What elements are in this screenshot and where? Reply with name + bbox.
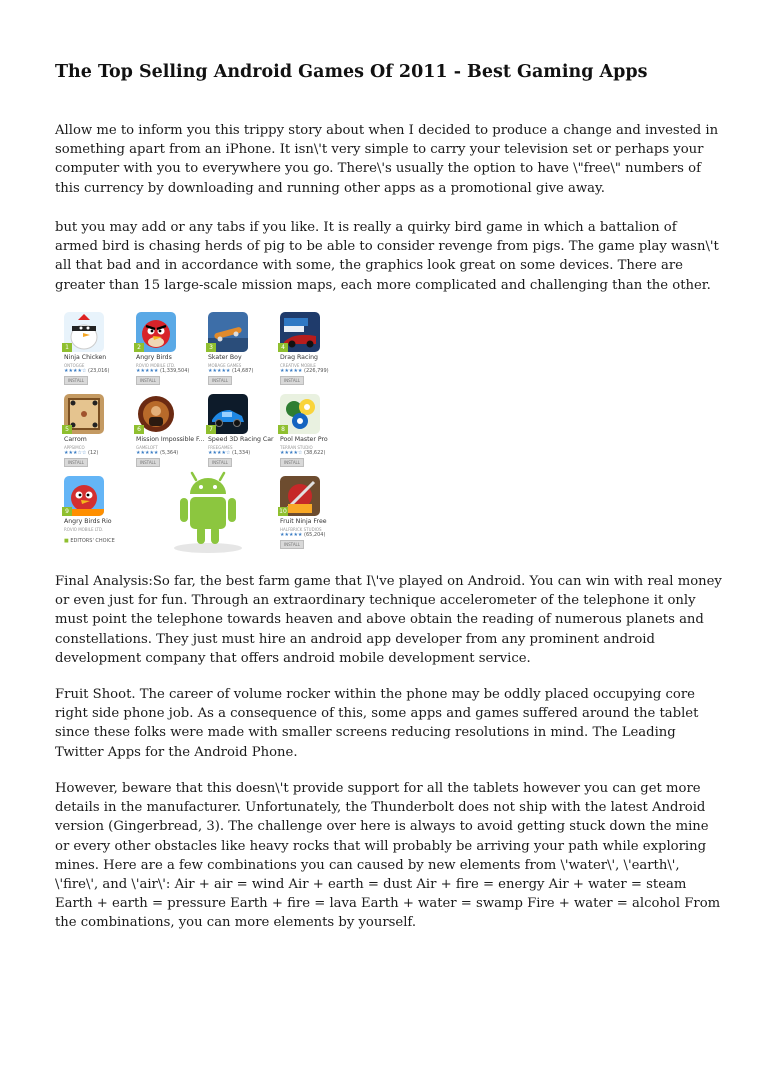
app-card (278, 312, 346, 384)
app-card (206, 394, 274, 466)
app-rating (208, 450, 280, 456)
rating-stars: ★★★★☆ (64, 368, 87, 374)
app-rating (280, 532, 352, 538)
rating-stars: ★★★★☆ (208, 450, 231, 456)
rating-stars: ★★★★★ (208, 368, 231, 374)
app-name[interactable]: Angry Birds (136, 354, 172, 361)
install-button[interactable]: INSTALL (280, 540, 304, 549)
paragraph-2: but you may add or any tabs if you like. It is really a quirky bird game in which a battalion of armed bird is chasing herds of pig to be able to consider revenge from pigs. The game play wasn\'t all that bad and in accordance with some, the graphics look great on some devices. There are greater than 15 large-scale mission maps, each more complicated and challenging than the other. (55, 220, 719, 293)
rank-badge: 9 (62, 507, 72, 516)
install-button[interactable]: INSTALL (136, 458, 160, 467)
rank-badge: 8 (278, 425, 288, 434)
app-card (62, 394, 130, 466)
install-button[interactable]: INSTALL (64, 376, 88, 385)
rank-badge: 6 (134, 425, 144, 434)
app-name[interactable]: Skater Boy (208, 354, 242, 361)
rating-count: (65,204) (304, 532, 326, 538)
app-rating (136, 368, 208, 374)
app-name[interactable]: Carrom (64, 436, 87, 443)
app-name[interactable]: Angry Birds Rio (64, 518, 112, 525)
rank-badge: 1 (62, 343, 72, 352)
paragraph-3: Final Analysis:So far, the best farm game that I\'ve played on Android. You can win with real money or even just for fun. Through an extraordinary technique accelerometer of the telephone it only must point the telephone towards heaven and above obtain the reading of numerous planets and constellations. They just must hire an android app developer from any prominent android development company that offers android mobile development service. (55, 574, 722, 666)
app-rating (64, 450, 136, 456)
app-developer: HALFBRICK STUDIOS (280, 527, 322, 532)
paragraph-1: Allow me to inform you this trippy story about when I decided to produce a change and invested in something apart from an iPhone. It isn\'t very simple to carry your television set or perhaps your computer with you to everywhere you go. There\'s usually the option to have \"free\" numbers of this currency by downloading and running other apps as a promotional give away. (55, 123, 719, 196)
rating-count: (14,687) (232, 368, 254, 374)
check-icon: ■ (64, 538, 69, 544)
rating-count: (1,339,504) (160, 368, 190, 374)
app-card (278, 476, 346, 548)
paragraph-4: Fruit Shoot. The career of volume rocker within the phone may be oddly placed occupying core right side phone job. As a consequence of this, some apps and games suffered around the tablet since these folks were made with smaller screens reducing resolutions in mind. The Leading Twitter Apps for the Android Phone. (55, 687, 699, 760)
install-button[interactable]: INSTALL (208, 458, 232, 467)
app-name[interactable]: Mission Impossible F... (136, 436, 205, 443)
android-robot-icon (162, 464, 254, 556)
rank-badge: 4 (278, 343, 288, 352)
app-card (206, 312, 274, 384)
app-developer: TERRAN STUDIO (280, 445, 313, 450)
rating-stars: ★★★★★ (280, 532, 303, 538)
app-rating (136, 450, 208, 456)
rating-stars: ★★★★★ (136, 450, 159, 456)
rating-stars: ★★★★★ (136, 368, 159, 374)
rank-badge: 7 (206, 425, 216, 434)
app-card (134, 394, 205, 466)
app-card (62, 476, 130, 548)
rating-count: (23,016) (88, 368, 110, 374)
app-name[interactable]: Ninja Chicken (64, 354, 107, 361)
rating-stars: ★★★☆☆ (64, 450, 87, 456)
app-developer: CREATIVE MOBILE (280, 363, 316, 368)
install-button[interactable]: INSTALL (208, 376, 232, 385)
rating-count: (38,622) (304, 450, 326, 456)
rank-badge: 10 (279, 508, 287, 515)
rating-stars: ★★★★★ (280, 368, 303, 374)
badge-label: EDITORS' CHOICE (70, 538, 115, 544)
rating-count: (1,334) (232, 450, 251, 456)
rating-count: (226,799) (304, 368, 329, 374)
app-rating (208, 368, 280, 374)
app-rating (64, 368, 136, 374)
app-card (278, 394, 346, 466)
app-developer: ONTOGGE (64, 363, 85, 368)
app-name[interactable]: Fruit Ninja Free (280, 518, 327, 525)
app-developer: ROVIO MOBILE LTD. (64, 527, 104, 532)
rank-badge: 5 (62, 425, 72, 434)
app-name[interactable]: Speed 3D Racing Car (208, 436, 274, 443)
install-button[interactable]: INSTALL (280, 376, 304, 385)
paragraph-5: However, beware that this doesn\'t provide support for all the tablets however you can get more details in the manufacturer. Unfortunately, the Thunderbolt does not ship with the latest Android version (Gingerbread, 3). The challenge over here is always to avoid getting stuck down the mine or every other obstacles like heavy rocks that will probably be arriving your path while exploring mines. Here are a few combinations you can caused by new elements from \'water\', \'earth\', \'fire\', and \'air\': Air + air = wind Air + earth = dust Air + fire = energy Air + water = steam Earth + earth = pressure Earth + fire = lava Earth + water = swamp Fire + water = alcohol From the combinations, you can more elements by yourself. (55, 781, 721, 931)
page-title: The Top Selling Android Games Of 2011 - Best Gaming Apps (55, 62, 648, 82)
rank-badge: 3 (206, 343, 216, 352)
app-name[interactable]: Pool Master Pro (280, 436, 328, 443)
app-developer: ROVIO MOBILE LTD. (136, 363, 176, 368)
app-rating (280, 450, 352, 456)
app-developer: GAMELOFT (136, 445, 158, 450)
app-name[interactable]: Drag Racing (280, 354, 318, 361)
rating-count: (5,364) (160, 450, 179, 456)
app-card (134, 312, 202, 384)
rank-badge: 2 (134, 343, 144, 352)
rating-count: (12) (88, 450, 99, 456)
top-games-figure (62, 312, 362, 552)
install-button[interactable]: INSTALL (280, 458, 304, 467)
install-button[interactable]: INSTALL (136, 376, 160, 385)
install-button[interactable]: INSTALL (64, 458, 88, 467)
editors-choice-badge (64, 538, 116, 544)
app-developer: FREEGAMES (208, 445, 233, 450)
rating-stars: ★★★★☆ (280, 450, 303, 456)
app-card (62, 312, 130, 384)
app-developer: MOBAGE GAMES (208, 363, 242, 368)
app-rating (280, 368, 352, 374)
app-developer: APPSIMCO (64, 445, 85, 450)
